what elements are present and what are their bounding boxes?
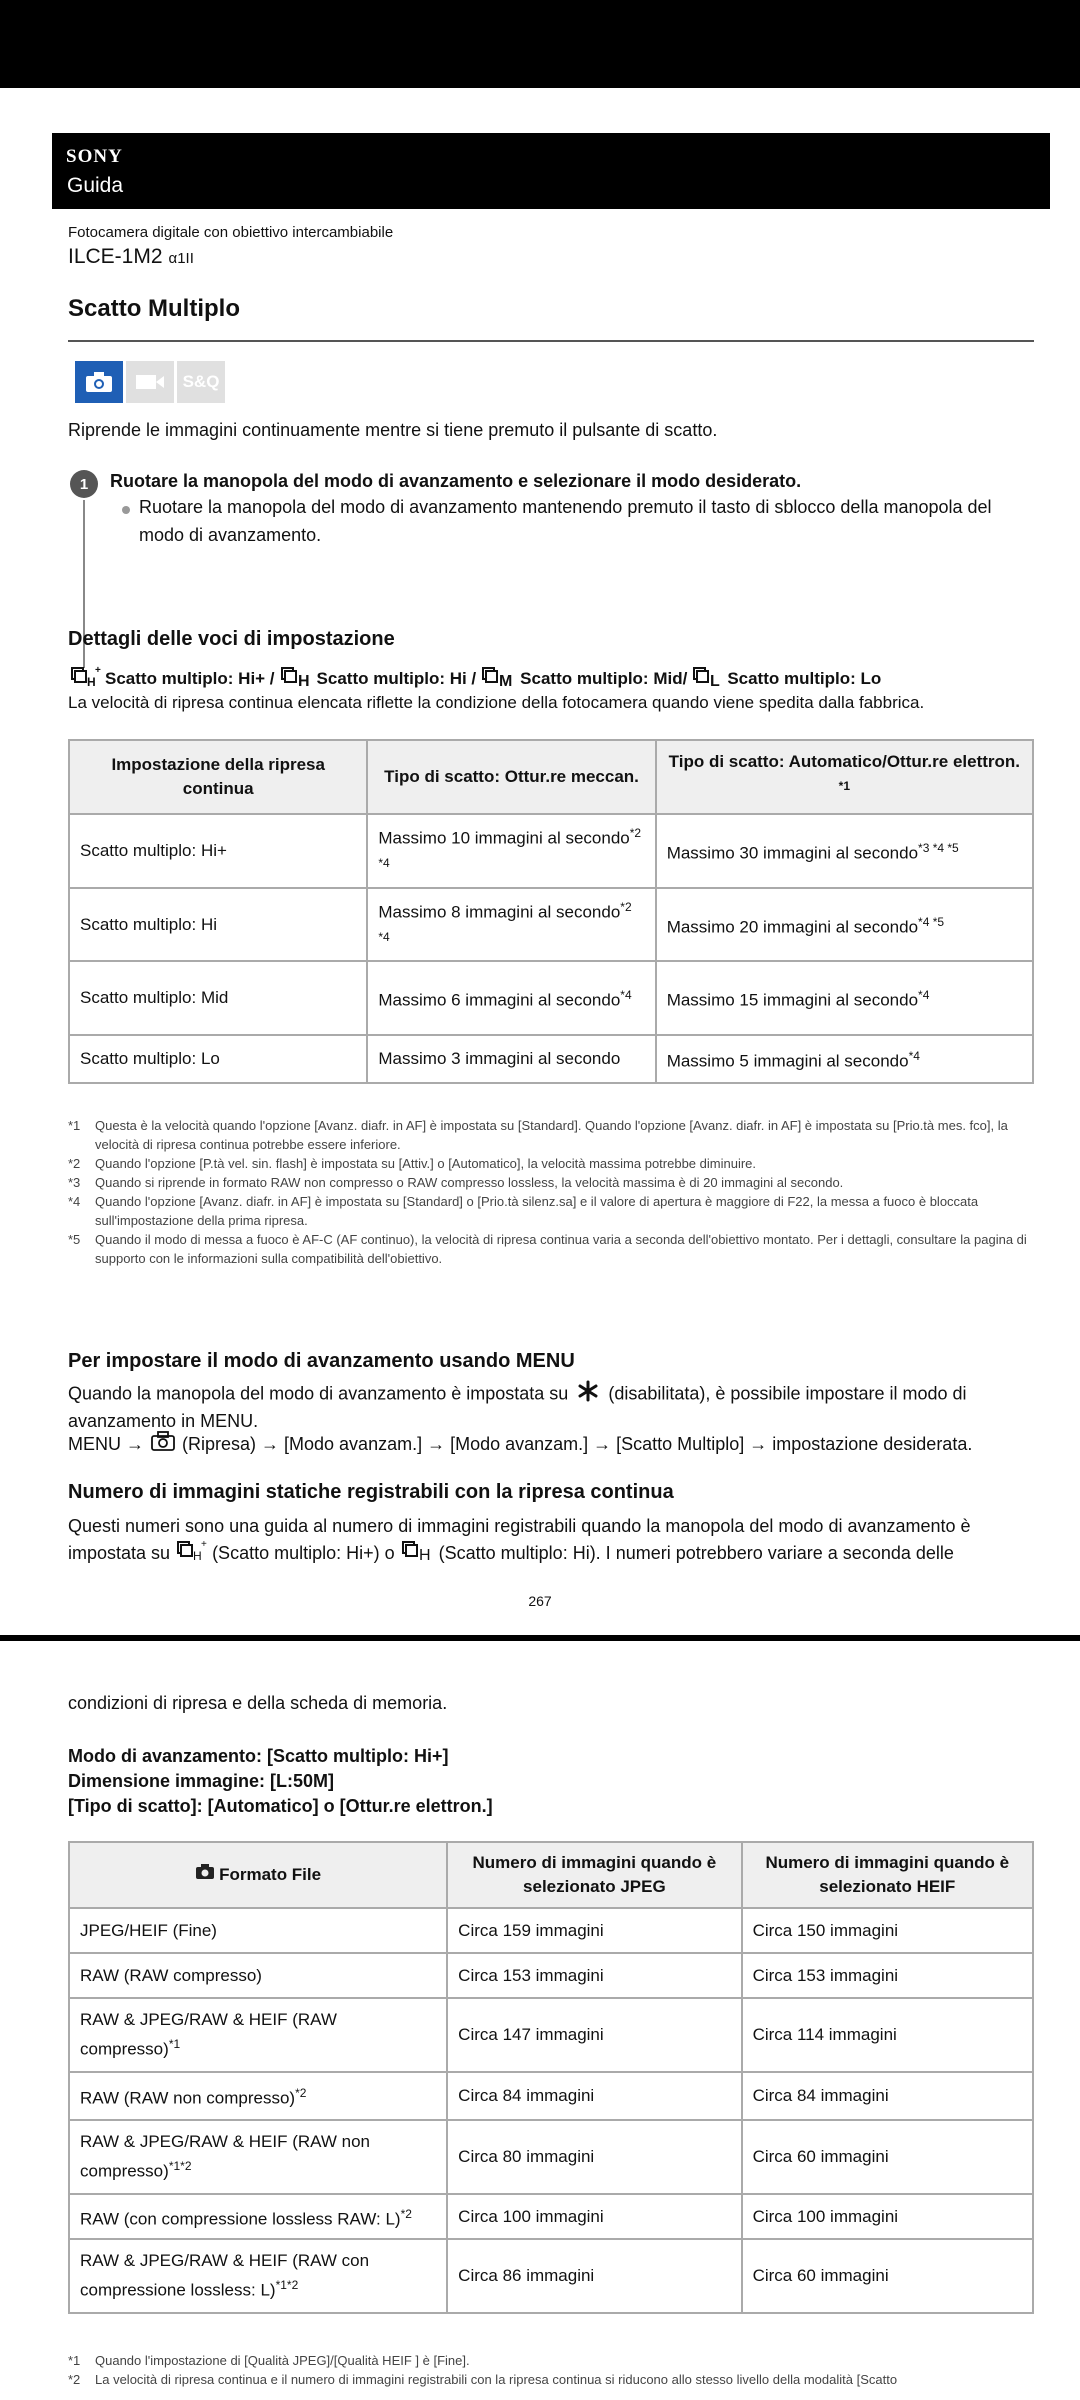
cell (656, 961, 1033, 1035)
svg-text:H: H (297, 673, 310, 690)
cell: Scatto multiplo: Lo (69, 1035, 367, 1083)
cell-sup: *2 *4 (378, 900, 632, 944)
table-row (69, 961, 1033, 1035)
cell: Circa 100 immagini (742, 2194, 1033, 2239)
cell: Circa 60 immagini (742, 2239, 1033, 2313)
camera-icon (75, 361, 123, 403)
page-title: Scatto Multiplo (68, 295, 240, 322)
count-text2b: (Scatto multiplo: Hi+) o (212, 1543, 395, 1563)
s-and-q-icon: S&Q (177, 361, 225, 403)
header-heif: Numero di immagini quando è selezionato HEIF (742, 1842, 1033, 1908)
menu-text-before: Quando la manopola del modo di avanzamento è impostata su (68, 1383, 569, 1404)
cell-sup: *3 *4 *5 (918, 841, 959, 856)
step-title: Ruotare la manopola del modo di avanzamento e selezionare il modo desiderato. (110, 471, 802, 491)
header-jpeg: Numero di immagini quando è selezionato JPEG (447, 1842, 741, 1908)
header-format-text: Formato File (219, 1864, 322, 1884)
mode-lo-label: Scatto multiplo: Lo (727, 668, 882, 688)
svg-text:+: + (95, 665, 101, 676)
camera-icon (195, 1863, 215, 1887)
svg-text:L: L (710, 673, 721, 690)
mode-hi-plus-label: Scatto multiplo: Hi+ / (105, 668, 275, 688)
status-bar (0, 0, 1080, 88)
menu-text-after: (disabilitata), è possibile impostare il modo di avanzamento in MENU. (68, 1383, 967, 1431)
count-section-heading: Numero di immagini statiche registrabili con la ripresa continua (68, 1481, 674, 1503)
cell-text: RAW & JPEG/RAW & HEIF (RAW non compresso) (80, 2132, 370, 2181)
menu-section-heading: Per impostare il modo di avanzamento usando MENU (68, 1350, 575, 1372)
cell: Circa 153 immagini (447, 1953, 741, 1998)
table-row (69, 888, 1033, 961)
footnote-mark: *4 (68, 1194, 81, 1209)
footnote (68, 1116, 1034, 1154)
cell-text: Massimo 5 immagini al secondo (666, 1052, 909, 1072)
menu-section-text (68, 1380, 1034, 1434)
cell: Scatto multiplo: Hi+ (69, 814, 367, 888)
sony-header (52, 133, 1050, 209)
menu-path-rest: (Ripresa) → [Modo avanzam.] → [Modo avanzam.] → [Scatto Multiplo] → impostazione desiderata. (182, 1434, 973, 1454)
table-row (69, 1908, 1033, 1953)
cell-sup: *4 (908, 1049, 920, 1064)
cell: Circa 100 immagini (447, 2194, 741, 2239)
guide-label: Guida (67, 174, 124, 197)
cell: Circa 147 immagini (447, 1998, 741, 2072)
conditions-block (68, 1744, 493, 1819)
cell (69, 2194, 447, 2239)
speed-table-header (69, 740, 1033, 814)
sony-logo: SONY (66, 146, 123, 167)
burst-hi-plus-icon (176, 1538, 206, 1569)
count-section-text1: Questi numeri sono una guida al numero di immagini registrabili quando la manopola del modo di avanzamento è (68, 1516, 971, 1536)
cell: Circa 159 immagini (447, 1908, 741, 1953)
header-elec-sup: *1 (838, 779, 851, 794)
cell (656, 814, 1033, 888)
table-row (69, 814, 1033, 888)
cell: Circa 60 immagini (742, 2120, 1033, 2194)
cell: Circa 84 immagini (447, 2072, 741, 2120)
table-row (69, 1035, 1033, 1083)
cell-sup: *1 (168, 2037, 181, 2052)
intro-text: Riprende le immagini continuamente mentre si tiene premuto il pulsante di scatto. (68, 420, 718, 440)
document-page-268 (0, 1641, 1080, 2400)
count-table-header (69, 1842, 1033, 1908)
cell-text: Massimo 6 immagini al secondo (378, 991, 621, 1011)
cell-sup: *1*2 (275, 2278, 299, 2293)
footnote-text: Quando l'opzione [Avanz. diafr. in AF] è impostata su [Standard] o [Prio.tà silenz.sa] e il valore di apertura è maggiore di F22, la messa a fuoco è bloccata sull'impostazione della prima ripresa. (95, 1194, 979, 1228)
cell: Scatto multiplo: Hi (69, 888, 367, 961)
condition-line: [Tipo di scatto]: [Automatico] o [Ottur.re elettron.] (68, 1796, 493, 1816)
details-heading: Dettagli delle voci di impostazione (68, 628, 395, 650)
cell-text: Massimo 10 immagini al secondo (378, 829, 630, 848)
footnote-text: Questa è la velocità quando l'opzione [Avanz. diafr. in AF] è impostata su [Standard]. Quando l'opzione [Avanz. diafr. in AF] è impostata su [Prio.tà mes. fco], la velocità di ripresa continua potrebbe essere inferiore. (95, 1118, 1008, 1152)
svg-text:+: + (201, 1539, 207, 1550)
svg-text:H: H (87, 675, 96, 689)
cell (367, 888, 655, 961)
cell-sup: *4 (918, 988, 930, 1003)
cell: Circa 153 immagini (742, 1953, 1033, 1998)
cell (69, 2072, 447, 2120)
cell-text: RAW & JPEG/RAW & HEIF (RAW compresso) (80, 2010, 337, 2059)
step-bullet-text: Ruotare la manopola del modo di avanzamento mantenendo premuto il tasto di sblocco della manopola del modo di avanzamento. (139, 497, 992, 545)
cell: RAW (RAW compresso) (69, 1953, 447, 1998)
cell (656, 1035, 1033, 1083)
applicable-modes (75, 361, 225, 403)
count-table (68, 1841, 1034, 2314)
cell (367, 814, 655, 888)
step-number: 1 (70, 470, 98, 498)
mode-hi-label: Scatto multiplo: Hi / (316, 668, 477, 688)
count-section-text2 (68, 1538, 954, 1569)
burst-hi-icon (401, 1538, 433, 1569)
footnote-mark: *2 (68, 1156, 81, 1171)
cell-text: RAW & JPEG/RAW & HEIF (RAW con compressione lossless: L) (80, 2251, 370, 2300)
burst-modes-line (70, 664, 881, 693)
table-row (69, 1998, 1033, 2072)
footnote-mark: *1 (68, 2353, 81, 2368)
title-divider (68, 340, 1034, 342)
menu-path (68, 1430, 972, 1459)
burst-hi-icon (280, 664, 312, 693)
cell: Circa 114 immagini (742, 1998, 1033, 2072)
cell-text: Massimo 8 immagini al secondo (378, 902, 621, 922)
cell-text: RAW (con compressione lossless RAW: L) (80, 2209, 401, 2229)
header-format (69, 1842, 447, 1908)
cell-sup: *4 *5 (918, 914, 945, 929)
footnote (68, 2370, 1034, 2389)
header-elec (656, 740, 1033, 814)
footnote-text: Quando il modo di messa a fuoco è AF-C (AF continuo), la velocità di ripresa continua varia a seconda dell'obiettivo montato. Per i dettagli, consultare la pagina di supporto con le informazioni sulla compatibilità dell'obiettivo. (95, 1232, 1027, 1266)
mode-mid-label: Scatto multiplo: Mid/ (520, 668, 688, 688)
cell-text: Massimo 20 immagini al secondo (666, 917, 919, 937)
cell-sup: *1*2 (168, 2159, 192, 2174)
header-mech: Tipo di scatto: Ottur.re meccan. (367, 740, 655, 814)
model-code-text: ILCE-1M2 (68, 245, 163, 268)
burst-hi-plus-icon (70, 664, 100, 693)
footnote-mark: *2 (68, 2372, 81, 2387)
footnote (68, 1192, 1034, 1230)
table-row (69, 2120, 1033, 2194)
page-number: 267 (528, 1593, 552, 1609)
document-page-267 (0, 88, 1080, 1635)
footnotes-speed (68, 1116, 1034, 1268)
footnote-text: Quando l'impostazione di [Qualità JPEG]/[Qualità HEIF ] è [Fine]. (95, 2353, 470, 2368)
footnote-mark: *3 (68, 1175, 81, 1190)
cell-text: Massimo 30 immagini al secondo (666, 843, 919, 863)
cell-sup: *2 (295, 2086, 307, 2101)
table-row (69, 1953, 1033, 1998)
header-setting: Impostazione della ripresa continua (69, 740, 367, 814)
cell-sup: *4 (620, 988, 632, 1003)
speed-table (68, 739, 1034, 1084)
condition-line: Dimensione immagine: [L:50M] (68, 1771, 335, 1791)
table-row (69, 2072, 1033, 2120)
movie-icon (126, 361, 174, 403)
cell-text: Massimo 15 immagini al secondo (666, 991, 919, 1011)
cell-text: RAW (RAW non compresso) (80, 2088, 296, 2108)
bullet-dot (122, 506, 130, 514)
footnote-text: Quando si riprende in formato RAW non compresso o RAW compresso lossless, la velocità massima è di 20 immagini al secondo. (95, 1175, 844, 1190)
menu-path-start: MENU → (68, 1434, 144, 1454)
footnote (68, 1230, 1034, 1268)
table-row (69, 2239, 1033, 2313)
footnote (68, 2351, 1034, 2370)
cell (69, 2239, 447, 2313)
cell-text: Massimo 3 immagini al secondo (378, 1049, 621, 1069)
footnote-mark: *5 (68, 1232, 81, 1247)
shooting-camera-icon (150, 1430, 176, 1459)
footnote-text: La velocità di ripresa continua e il numero di immagini registrabili con la ripresa continua si riducono allo stesso livello della modalità [Scatto (95, 2372, 898, 2387)
footnote-mark: *1 (68, 1118, 81, 1133)
cell (656, 888, 1033, 961)
cell (367, 961, 655, 1035)
footnotes-count (68, 2351, 1034, 2400)
product-description: Fotocamera digitale con obiettivo intercambiabile (68, 224, 394, 241)
cell-sup: *2 *4 (378, 826, 642, 870)
svg-text:M: M (499, 673, 513, 690)
table-row (69, 2194, 1033, 2239)
svg-text:H: H (193, 1549, 202, 1563)
cell: Circa 150 immagini (742, 1908, 1033, 1953)
footnote (68, 1154, 1034, 1173)
cell: JPEG/HEIF (Fine) (69, 1908, 447, 1953)
cell: Scatto multiplo: Mid (69, 961, 367, 1035)
burst-mid-icon (481, 664, 515, 693)
cell: Circa 80 immagini (447, 2120, 741, 2194)
burst-lo-icon (692, 664, 722, 693)
model-code (68, 245, 194, 269)
cell (69, 1998, 447, 2072)
cell: Circa 84 immagini (742, 2072, 1033, 2120)
cell (367, 1035, 655, 1083)
factory-note: La velocità di ripresa continua elencata riflette la condizione della fotocamera quando viene spedita dalla fabbrica. (68, 693, 925, 712)
cell: Circa 86 immagini (447, 2239, 741, 2313)
header-elec-text: Tipo di scatto: Automatico/Ottur.re elettron. (668, 752, 1021, 772)
count-text2c: (Scatto multiplo: Hi). I numeri potrebbero variare a seconda delle (438, 1543, 954, 1563)
disabled-asterisk-icon (577, 1380, 599, 1409)
continuation-text: condizioni di ripresa e della scheda di memoria. (68, 1693, 448, 1713)
footnote (68, 1173, 1034, 1192)
footnote-text: Quando l'opzione [P.tà vel. sin. flash] è impostata su [Attiv.] o [Automatico], la velocità massima potrebbe diminuire. (95, 1156, 757, 1171)
condition-line: Modo di avanzamento: [Scatto multiplo: Hi+] (68, 1746, 449, 1766)
cell-sup: *2 (400, 2206, 412, 2221)
svg-text:H: H (418, 1547, 431, 1564)
model-name: α1II (168, 250, 194, 267)
count-text2a: impostata su (68, 1543, 171, 1563)
cell (69, 2120, 447, 2194)
